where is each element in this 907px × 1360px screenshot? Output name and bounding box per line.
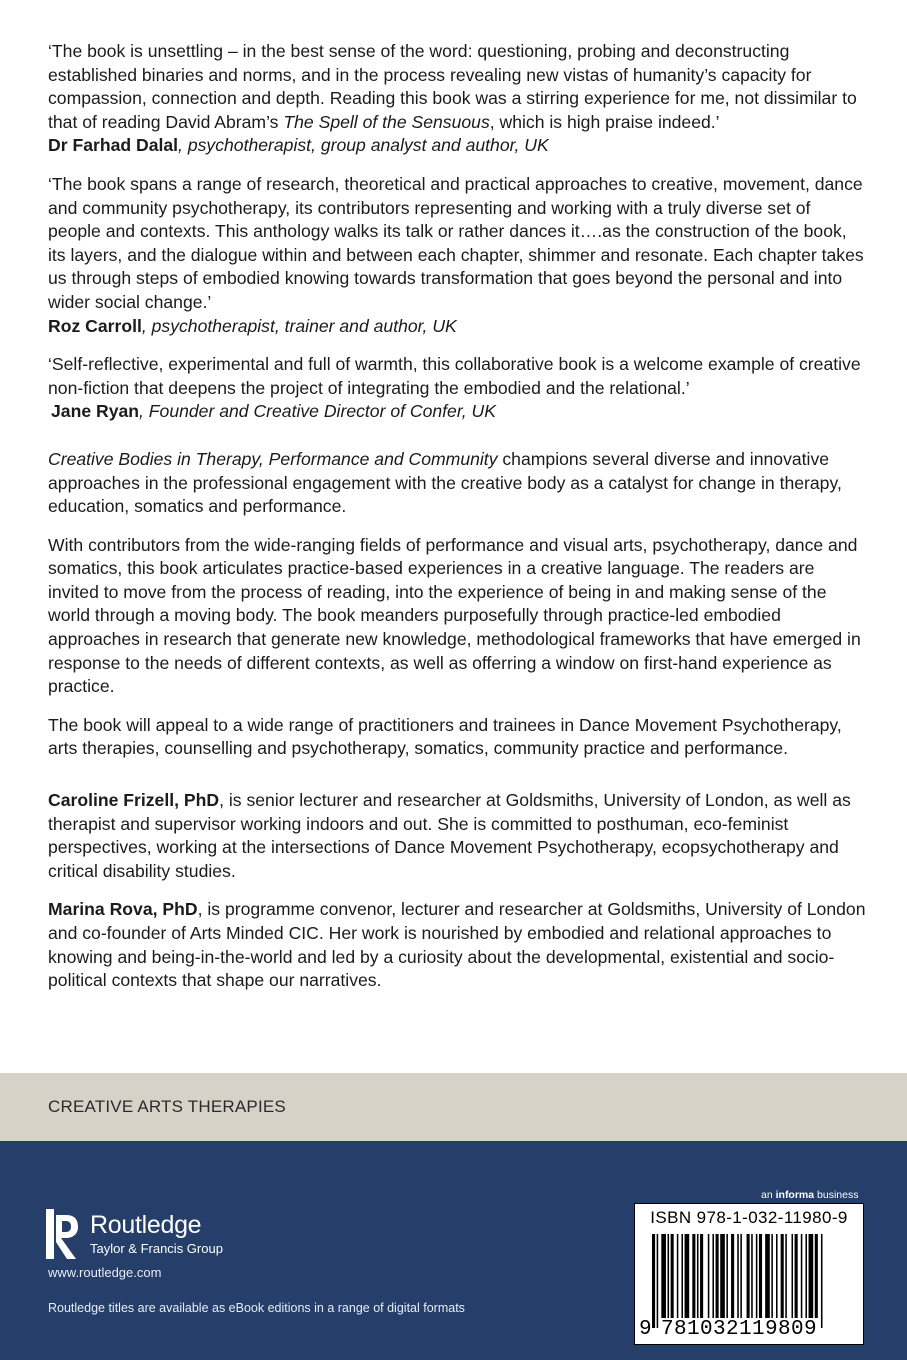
publisher-group: Taylor & Francis Group: [90, 1241, 223, 1256]
barcode-bar: [785, 1234, 787, 1318]
publisher-website[interactable]: www.routledge.com: [48, 1265, 162, 1280]
barcode-bar: [751, 1234, 753, 1318]
informa-tagline: an informa business: [761, 1189, 859, 1201]
author-bio-1: Caroline Frizell, PhD, is senior lecturer and researcher at Goldsmiths, University of London, as well as therapist and supervisor working indoors and out. She is committed to posthuman, eco-feminist perspectives, working at the intersections of Dance Movement Psychotherapy, ecopsychotherapy and critical disability studies.: [48, 790, 851, 881]
endorsement-3: [48, 353, 868, 424]
endorser-role: , psychotherapist, trainer and author, UK: [141, 315, 457, 336]
endorsement-quote: ‘Self-reflective, experimental and full of warmth, this collaborative book is a welcome example of creative non-fiction that deepens the project of integrating the embodied and the relational.’: [48, 354, 861, 398]
routledge-logo-icon: [46, 1209, 82, 1259]
barcode-number: 781032119809: [661, 1318, 818, 1341]
ebook-note: Routledge titles are available as eBook editions in a range of digital formats: [48, 1301, 465, 1315]
isbn-barcode-box: [634, 1203, 864, 1345]
endorsement-attribution: [48, 134, 868, 158]
category-band: [0, 1073, 907, 1141]
barcode-bar: [700, 1234, 703, 1318]
description-paragraph: With contributors from the wide-ranging fields of performance and visual arts, psychotherapy, dance and somatics, this book articulates practice-based experiences in a creative language. The readers are invited to move from the process of reading, into the experience of being in and making sense of the world through a moving body. The book meanders purposefully through practice-led embodied approaches in research that generate new knowledge, methodological frameworks that have emerged in response to the needs of different contexts, as well as offerring a window on first-hand experience as practice.: [48, 534, 861, 697]
author-name: Caroline Frizell, PhD: [48, 790, 220, 811]
barcode-bar: [759, 1234, 762, 1318]
barcode-bar: [740, 1234, 742, 1328]
barcode-bar: [765, 1234, 770, 1318]
barcode-icon: [646, 1234, 854, 1328]
endorser-name: Dr Farhad Dalal: [48, 135, 179, 156]
barcode-bar: [712, 1234, 714, 1318]
description-intro: Creative Bodies in Therapy, Performance and Community champions several diverse and innovative approaches in the professional engagement with the creative body as a catalyst for change in therapy, education, somatics and performance.: [48, 448, 842, 517]
barcode-bar: [692, 1234, 695, 1318]
endorser-role: , Founder and Creative Director of Confer, UK: [139, 401, 496, 422]
barcode-bar: [756, 1234, 758, 1318]
barcode-bar: [805, 1234, 807, 1318]
back-cover-text: [48, 40, 868, 1008]
endorser-name: Roz Carroll: [48, 315, 142, 336]
barcode-bar: [731, 1234, 734, 1318]
barcode-bar: [795, 1234, 798, 1318]
endorser-role: , psychotherapist, group analyst and author, UK: [178, 135, 549, 156]
barcode-bar: [747, 1234, 750, 1318]
endorsement-quote: ‘The book spans a range of research, theoretical and practical approaches to creative, movement, dance and community psychotherapy, its contributors representing and working with a truly diverse set of people and contexts. This anthology walks its talk or rather dances it….as the construction of the book, its layers, and the dialogue within and between each chapter, shimmer and resonate. Each chapter takes us through steps of embodied knowing towards transformation that goes beyond the personal and into wider social change.’: [48, 173, 864, 312]
barcode-bar: [652, 1234, 655, 1328]
barcode-bar: [726, 1234, 728, 1318]
barcode-bar: [685, 1234, 690, 1318]
barcode-bar: [716, 1234, 719, 1318]
barcode-bar: [657, 1234, 659, 1328]
endorsement-quote: ‘The book is unsettling – in the best sense of the word: questioning, probing and deconstructing established binaries and norms, and in the process revealing new vistas of humanity’s capacity for compassion, connection and depth. Reading this book was a stirring experience for me, not dissimilar to that of reading David Abram’s The Spell of the Sensuous, which is high praise indeed.’: [48, 41, 857, 132]
description-paragraph: The book will appeal to a wide range of practitioners and trainees in Dance Movement Psychotherapy, arts therapies, counselling and psychotherapy, somatics, community practice and performance.: [48, 714, 842, 759]
barcode-bar: [720, 1234, 725, 1318]
isbn-label: ISBN 978-1-032-11980-9: [650, 1208, 848, 1227]
barcode-bar: [815, 1234, 818, 1318]
barcode-bar: [677, 1234, 679, 1318]
category-label: CREATIVE ARTS THERAPIES: [48, 1097, 286, 1116]
barcode-bar: [661, 1234, 666, 1318]
endorser-name: Jane Ryan: [51, 401, 140, 422]
endorsement-2: [48, 173, 868, 338]
barcode-first-digit: 9: [639, 1318, 653, 1341]
book-title: Creative Bodies in Therapy, Performance and Community: [48, 448, 498, 469]
barcode-bar: [821, 1234, 823, 1328]
publisher-name: Routledge: [90, 1211, 202, 1239]
barcode-bar: [697, 1234, 699, 1318]
barcode-bar: [771, 1234, 773, 1318]
barcode-bar: [792, 1234, 794, 1318]
barcode-bar: [681, 1234, 683, 1318]
barcode-bar: [737, 1234, 739, 1328]
publisher-footer: [0, 1141, 907, 1360]
barcode-bar: [809, 1234, 814, 1318]
barcode-bar: [668, 1234, 670, 1318]
barcode-bar: [801, 1234, 803, 1318]
barcode-bar: [781, 1234, 784, 1318]
barcode-bar: [708, 1234, 710, 1318]
author-bio-2: Marina Rova, PhD, is programme convenor, lecturer and researcher at Goldsmiths, University of London and co-founder of Arts Minded CIC. Her work is nourished by embodied and relational approaches to knowing and being-in-the-world and led by a curiosity about the developmental, existential and socio-political contexts that shape our narratives.: [48, 899, 866, 991]
barcode-bar: [671, 1234, 674, 1318]
barcode-bar: [776, 1234, 778, 1318]
endorsement-attribution: [48, 315, 868, 339]
endorsement-1: [48, 40, 868, 158]
author-name: Marina Rova, PhD: [48, 899, 198, 920]
endorsement-attribution: [48, 400, 868, 424]
